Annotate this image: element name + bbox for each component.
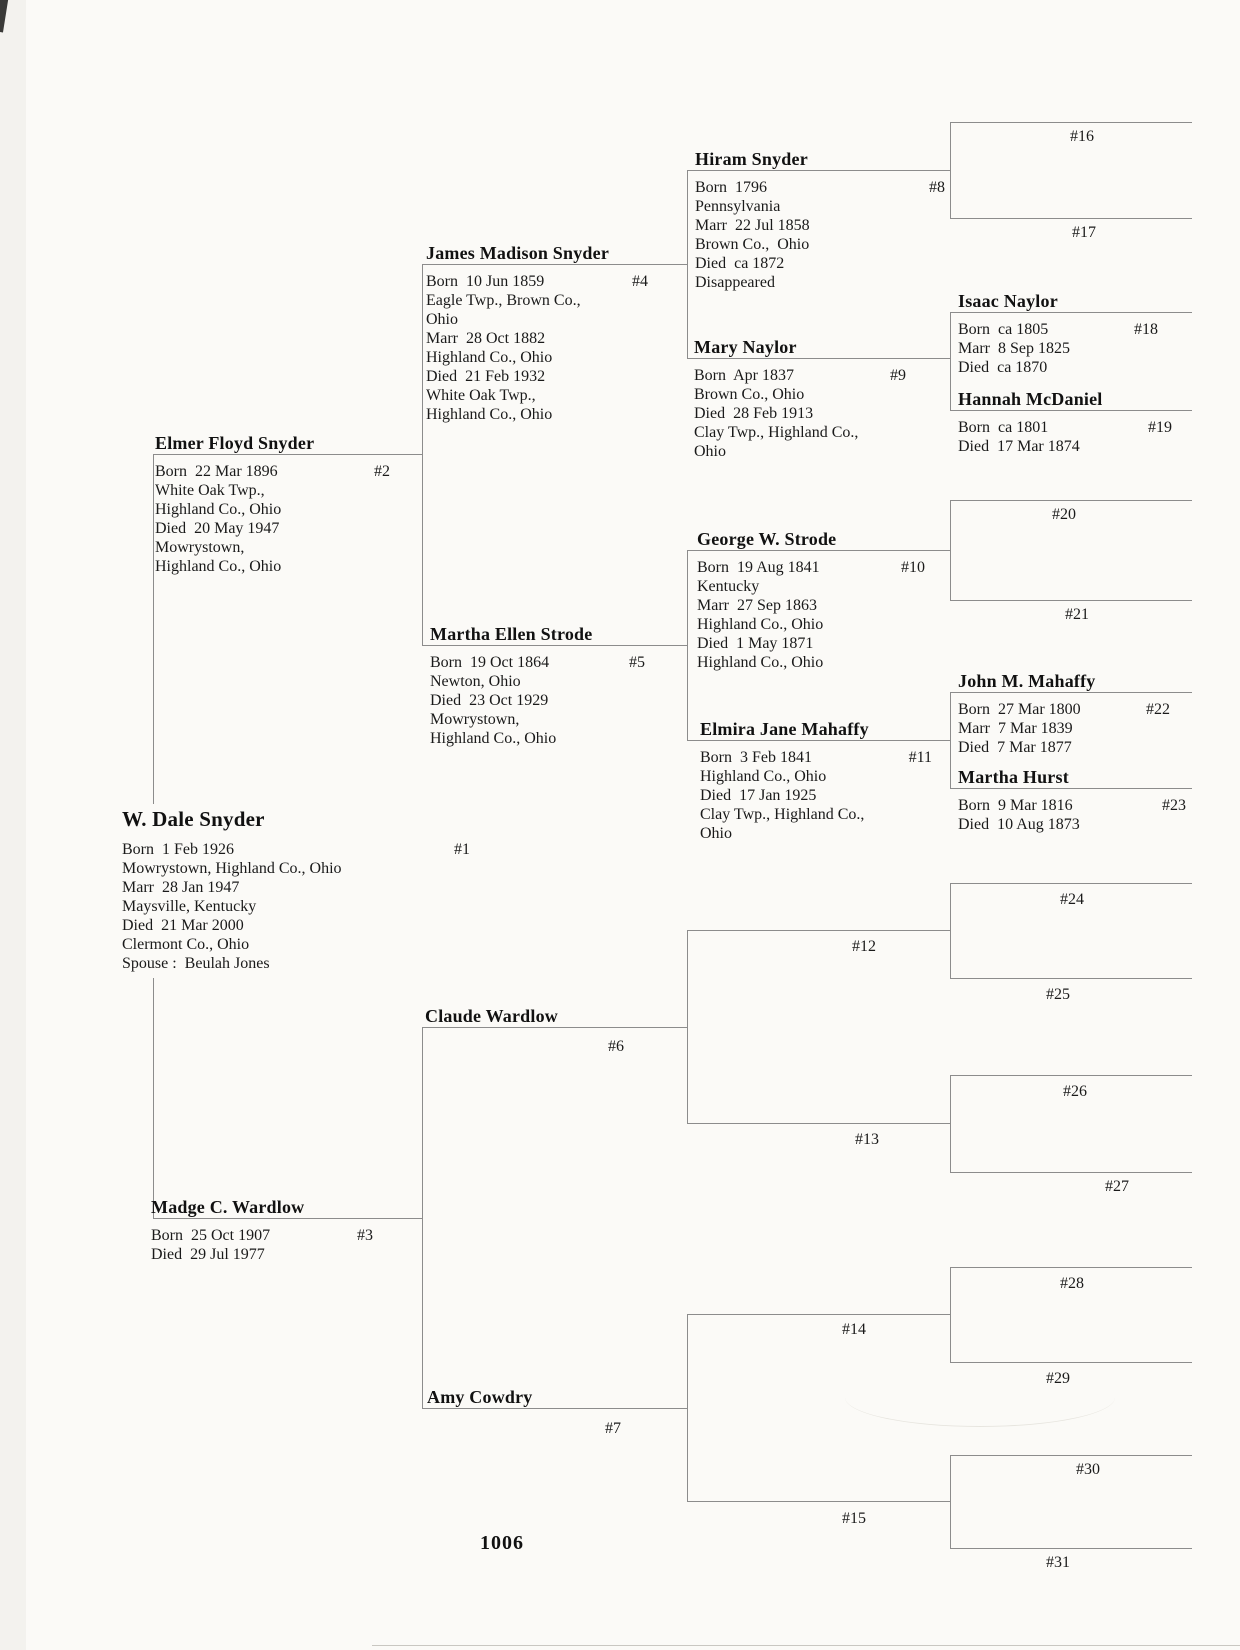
detail-text: Clermont Co., Ohio [122, 936, 250, 953]
person-number-15: #15 [842, 1510, 866, 1527]
person-name: Hannah McDaniel [958, 389, 1103, 409]
person-elmer-floyd-snyder [155, 430, 390, 576]
tree-line-p17 [950, 218, 1192, 219]
person-name: Isaac Naylor [958, 291, 1058, 311]
tree-line-p6 [422, 1027, 687, 1028]
detail-text: Born 1796 [695, 179, 767, 196]
tree-line-p15 [687, 1501, 950, 1502]
person-martha-hurst [958, 764, 1186, 834]
detail-text: Died 20 May 1947 [155, 520, 280, 537]
detail-text: Died 21 Mar 2000 [122, 917, 244, 934]
person-name: Martha Hurst [958, 767, 1069, 787]
person-number: #23 [1162, 797, 1186, 814]
tree-bracket-gen4-e [950, 883, 951, 978]
tree-bracket-gen3-d [687, 1314, 688, 1501]
person-detail-row [695, 178, 945, 197]
person-number: #1 [454, 841, 470, 858]
tree-bracket-gen3-c [687, 930, 688, 1123]
detail-text: Highland Co., Ohio [155, 501, 282, 518]
person-name: Mary Naylor [694, 337, 797, 357]
person-number: #9 [890, 367, 906, 384]
person-number-12: #12 [852, 938, 876, 955]
detail-text: Highland Co., Ohio [430, 730, 557, 747]
tree-line-p29 [950, 1362, 1192, 1363]
person-number-21: #21 [1065, 606, 1089, 623]
tree-bracket-gen4-h [950, 1455, 951, 1548]
detail-text: White Oak Twp., [155, 482, 265, 499]
detail-text: Eagle Twp., Brown Co., [426, 292, 581, 309]
person-detail-row [426, 272, 648, 291]
person-name: Martha Ellen Strode [430, 624, 593, 644]
person-name: Claude Wardlow [425, 1006, 558, 1026]
detail-text: White Oak Twp., [426, 387, 536, 404]
person-number-13: #13 [855, 1131, 879, 1148]
detail-text: Died 23 Oct 1929 [430, 692, 549, 709]
tree-bracket-gen1-upper [153, 454, 154, 804]
person-number: #6 [608, 1038, 624, 1055]
detail-text: Born 22 Mar 1896 [155, 463, 278, 480]
detail-text: Died 10 Aug 1873 [958, 816, 1080, 833]
detail-text: Ohio [426, 311, 458, 328]
tree-bracket-gen3-a [687, 170, 688, 358]
person-detail-row [958, 796, 1186, 815]
person-number-31: #31 [1046, 1554, 1070, 1571]
tree-line-p31 [950, 1548, 1192, 1549]
person-detail-row [155, 462, 390, 481]
tree-bracket-gen2-a [422, 264, 423, 645]
person-detail-row [958, 418, 1172, 437]
tree-bracket-gen4-g [950, 1267, 951, 1362]
detail-text: Died 21 Feb 1932 [426, 368, 546, 385]
person-john-m-mahaffy [958, 668, 1170, 757]
tree-line-p16 [950, 122, 1192, 123]
person-detail-row [697, 558, 925, 577]
detail-text: Brown Co., Ohio [694, 386, 805, 403]
detail-text: Disappeared [695, 274, 775, 291]
detail-text: Highland Co., Ohio [697, 654, 824, 671]
person-detail-row [694, 366, 906, 385]
detail-text: Born Apr 1837 [694, 367, 794, 384]
detail-text: Spouse : Beulah Jones [122, 955, 270, 972]
person-detail-row [958, 320, 1158, 339]
person-detail-row [430, 653, 645, 672]
scan-left-margin-shade [0, 0, 26, 1650]
detail-text: Brown Co., Ohio [695, 236, 810, 253]
person-detail-row [122, 840, 470, 859]
tree-line-p26 [950, 1075, 1192, 1076]
person-name: W. Dale Snyder [122, 807, 265, 831]
tree-line-p7 [422, 1408, 687, 1409]
person-number: #2 [374, 463, 390, 480]
detail-text: Marr 28 Oct 1882 [426, 330, 546, 347]
scan-crease-artifact [845, 1368, 1115, 1427]
detail-text: Died ca 1872 [695, 255, 785, 272]
person-number: #8 [929, 179, 945, 196]
person-amy-cowdry [427, 1384, 533, 1408]
tree-line-p25 [950, 978, 1192, 979]
tree-bracket-gen4-b [950, 312, 951, 410]
person-detail-row [151, 1226, 373, 1245]
detail-text: Marr 22 Jul 1858 [695, 217, 810, 234]
detail-text: Mowrystown, [430, 711, 520, 728]
detail-text: Born 19 Oct 1864 [430, 654, 550, 671]
tree-line-p24 [950, 883, 1192, 884]
detail-text: Highland Co., Ohio [697, 616, 824, 633]
person-number-20: #20 [1052, 506, 1076, 523]
detail-text: Ohio [700, 825, 732, 842]
person-number-17: #17 [1072, 224, 1096, 241]
person-madge-c-wardlow [151, 1194, 373, 1264]
detail-text: Clay Twp., Highland Co., [700, 806, 865, 823]
tree-line-p27 [950, 1172, 1192, 1173]
person-george-w-strode [697, 526, 925, 672]
person-hiram-snyder [695, 146, 945, 292]
tree-line-p21 [950, 600, 1192, 601]
tree-line-p20 [950, 500, 1192, 501]
detail-text: Born ca 1801 [958, 419, 1049, 436]
detail-text: Marr 7 Mar 1839 [958, 720, 1073, 737]
person-number-16: #16 [1070, 128, 1094, 145]
person-isaac-naylor [958, 288, 1158, 377]
person-number-14: #14 [842, 1321, 866, 1338]
detail-text: Kentucky [697, 578, 760, 595]
person-james-madison-snyder [426, 240, 648, 424]
person-number-28: #28 [1060, 1275, 1084, 1292]
person-number-25: #25 [1046, 986, 1070, 1003]
person-name: Hiram Snyder [695, 149, 808, 169]
detail-text: Died 28 Feb 1913 [694, 405, 814, 422]
tree-bracket-gen4-f [950, 1075, 951, 1172]
detail-text: Maysville, Kentucky [122, 898, 257, 915]
person-martha-ellen-strode [430, 621, 645, 748]
detail-text: Highland Co., Ohio [426, 406, 553, 423]
detail-text: Born 25 Oct 1907 [151, 1227, 271, 1244]
detail-text: Highland Co., Ohio [155, 558, 282, 575]
tree-bracket-gen4-c [950, 500, 951, 600]
detail-text: Died 7 Mar 1877 [958, 739, 1072, 756]
person-number-24: #24 [1060, 891, 1084, 908]
detail-text: Died 17 Jan 1925 [700, 787, 817, 804]
person-name: George W. Strode [697, 529, 837, 549]
tree-bracket-gen1-lower [153, 978, 154, 1218]
detail-text: Pennsylvania [695, 198, 781, 215]
detail-text: Marr 8 Sep 1825 [958, 340, 1070, 357]
detail-text: Clay Twp., Highland Co., [694, 424, 859, 441]
person-number-26: #26 [1063, 1083, 1087, 1100]
person-number: #5 [629, 654, 645, 671]
person-name: John M. Mahaffy [958, 671, 1096, 691]
detail-text: Born 10 Jun 1859 [426, 273, 545, 290]
person-name: James Madison Snyder [426, 243, 610, 263]
tree-line-p28 [950, 1267, 1192, 1268]
person-number-30: #30 [1076, 1461, 1100, 1478]
person-name: Elmer Floyd Snyder [155, 433, 315, 453]
detail-text: Mowrystown, [155, 539, 245, 556]
tree-line-p14 [687, 1314, 950, 1315]
person-hannah-mcdaniel [958, 386, 1172, 456]
person-detail-row [700, 748, 932, 767]
detail-text: Died 1 May 1871 [697, 635, 814, 652]
person-name: Elmira Jane Mahaffy [700, 719, 869, 739]
tree-bracket-gen3-b [687, 550, 688, 740]
page-number: 1006 [480, 1532, 524, 1554]
person-number-27: #27 [1105, 1178, 1129, 1195]
person-mary-naylor [694, 334, 906, 461]
person-number: #18 [1134, 321, 1158, 338]
person-number: #10 [901, 559, 925, 576]
tree-line-p30 [950, 1455, 1192, 1456]
detail-text: Born 3 Feb 1841 [700, 749, 812, 766]
detail-text: Died ca 1870 [958, 359, 1048, 376]
tree-bracket-gen2-b [422, 1027, 423, 1408]
tree-line-p12 [687, 930, 950, 931]
person-w-dale-snyder [122, 806, 470, 973]
scan-bottom-edge-line [372, 1645, 1240, 1646]
person-number-29: #29 [1046, 1370, 1070, 1387]
person-claude-wardlow [425, 1003, 558, 1027]
detail-text: Died 29 Jul 1977 [151, 1246, 265, 1263]
detail-text: Mowrystown, Highland Co., Ohio [122, 860, 342, 877]
person-number: #19 [1148, 419, 1172, 436]
detail-text: Marr 27 Sep 1863 [697, 597, 817, 614]
detail-text: Highland Co., Ohio [700, 768, 827, 785]
detail-text: Born 19 Aug 1841 [697, 559, 820, 576]
detail-text: Marr 28 Jan 1947 [122, 879, 240, 896]
person-number: #3 [357, 1227, 373, 1244]
person-name: Madge C. Wardlow [151, 1197, 305, 1217]
person-detail-row [958, 700, 1170, 719]
tree-bracket-gen4-d [950, 692, 951, 788]
detail-text: Born ca 1805 [958, 321, 1049, 338]
person-name: Amy Cowdry [427, 1387, 533, 1407]
tree-line-p13 [687, 1123, 950, 1124]
person-number: #22 [1146, 701, 1170, 718]
detail-text: Newton, Ohio [430, 673, 521, 690]
detail-text: Born 9 Mar 1816 [958, 797, 1073, 814]
person-elmira-jane-mahaffy [700, 716, 932, 843]
person-number: #7 [605, 1420, 621, 1437]
person-number: #11 [908, 749, 932, 766]
detail-text: Died 17 Mar 1874 [958, 438, 1080, 455]
detail-text: Born 27 Mar 1800 [958, 701, 1081, 718]
person-number: #4 [632, 273, 648, 290]
detail-text: Highland Co., Ohio [426, 349, 553, 366]
tree-bracket-gen4-a [950, 122, 951, 218]
detail-text: Born 1 Feb 1926 [122, 841, 234, 858]
detail-text: Ohio [694, 443, 726, 460]
